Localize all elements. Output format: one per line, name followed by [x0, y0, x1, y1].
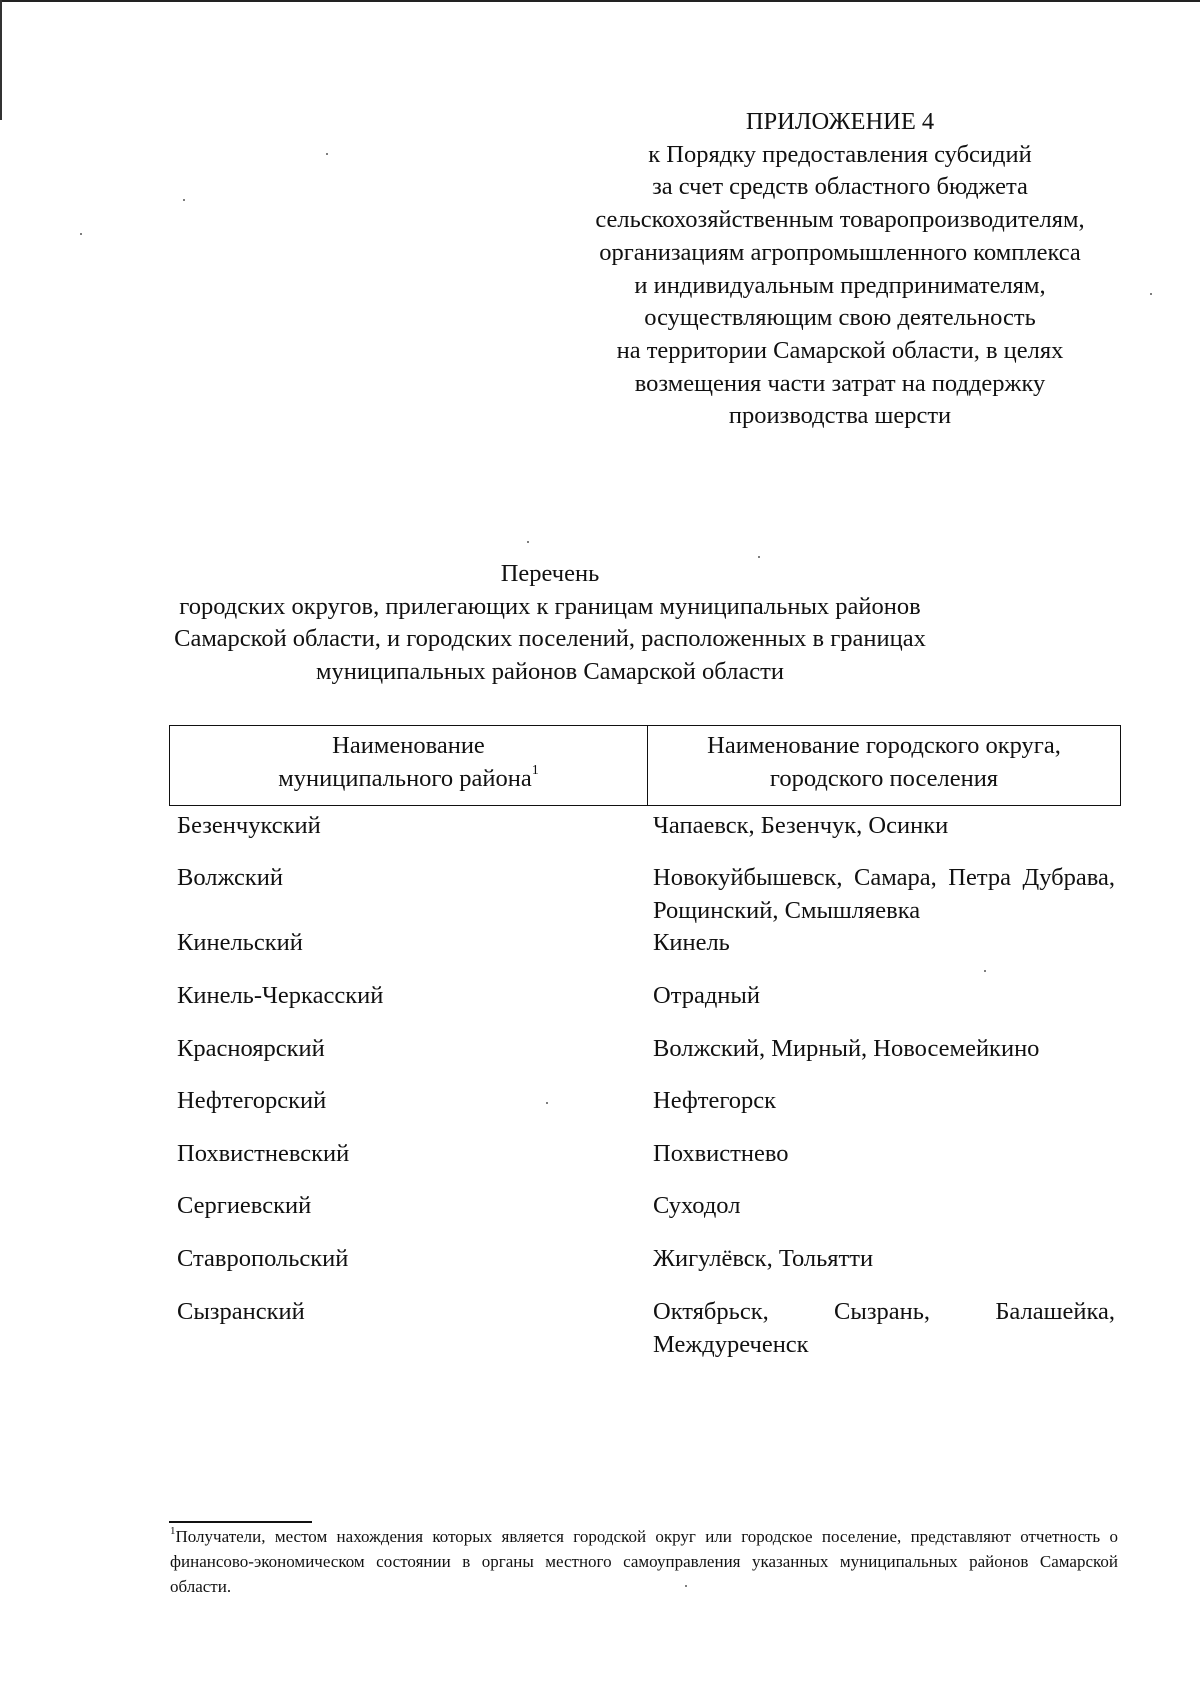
city-cell: Нефтегорск: [653, 1087, 777, 1114]
district-cell: Безенчукский: [177, 812, 321, 839]
title-line: Самарской области, и городских поселений, расположенных в границах: [174, 625, 926, 652]
footnote: [170, 1524, 1118, 1599]
district-cell: Кинель-Черкасский: [177, 982, 384, 1009]
appendix-line: организациям агропромышленного комплекса: [599, 238, 1081, 266]
document-title: [150, 558, 950, 688]
district-cell: Волжский: [177, 864, 283, 891]
footnote-text: Получатели, местом нахождения которых является городской округ или городское поселение, представляют отчетность о финансово-экономическом состоянии в органы местного самоуправления указанных муниципальных районов Самарской области.: [170, 1527, 1118, 1596]
header-city-line: городского поселения: [769, 764, 999, 792]
city-cell: Чапаевск, Безенчук, Осинки: [653, 812, 949, 839]
appendix-line: и индивидуальным предпринимателям,: [634, 271, 1046, 299]
appendix-line: производства шерсти: [728, 402, 952, 430]
header-district-line: [170, 763, 647, 796]
title-line: городских округов, прилегающих к границам муниципальных районов: [179, 592, 921, 620]
appendix-line: на территории Самарской области, в целях: [616, 336, 1064, 364]
city-cell: Октябрьск, Сызрань, Балашейка, Междуреченск: [653, 1298, 1115, 1358]
district-cell: Похвистневский: [177, 1140, 350, 1167]
appendix-line: к Порядку предоставления субсидий: [648, 140, 1032, 168]
table-header: [169, 725, 1121, 806]
district-cell: Сызранский: [177, 1298, 305, 1325]
footnote-separator: [169, 1521, 312, 1523]
header-district-text: муниципального района: [278, 764, 532, 792]
appendix-line: за счет средств областного бюджета: [652, 173, 1028, 201]
scan-speck: [80, 233, 82, 235]
appendix-line: ПРИЛОЖЕНИЕ 4: [745, 108, 935, 135]
district-cell: Ставропольский: [177, 1245, 349, 1272]
scan-speck: [183, 199, 185, 201]
appendix-header: [540, 106, 1140, 433]
scan-edge-top: [0, 0, 1200, 2]
scan-speck: [326, 153, 328, 155]
scan-speck: [527, 541, 529, 543]
district-cell: Красноярский: [177, 1035, 325, 1062]
header-district-line: Наименование: [332, 732, 485, 759]
appendix-line: сельскохозяйственным товаропроизводителям,: [595, 206, 1085, 234]
city-cell: Волжский, Мирный, Новосемейкино: [653, 1035, 1040, 1062]
scan-speck: [984, 970, 986, 972]
header-district: [170, 726, 648, 805]
header-city: [648, 726, 1120, 805]
city-cell: Жигулёвск, Тольятти: [653, 1245, 874, 1272]
title-line: Перечень: [500, 560, 600, 587]
scan-speck: [546, 1102, 548, 1104]
district-cell: Нефтегорский: [177, 1087, 327, 1114]
header-city-line: Наименование городского округа,: [707, 732, 1061, 759]
appendix-line: возмещения части затрат на поддержку: [634, 369, 1046, 397]
footnote-ref: 1: [531, 763, 539, 779]
title-line: муниципальных районов Самарской области: [316, 657, 784, 685]
scan-edge-left: [0, 0, 2, 120]
city-cell: Отрадный: [653, 982, 760, 1009]
footnote-marker: 1: [170, 1525, 176, 1538]
district-cell: Кинельский: [177, 929, 303, 956]
city-cell: Кинель: [653, 929, 730, 956]
city-cell: Новокуйбышевск, Самара, Петра Дубрава, Рощинский, Смышляевка: [653, 864, 1115, 924]
city-cell: Похвистнево: [653, 1140, 789, 1167]
district-cell: Сергиевский: [177, 1192, 312, 1219]
city-cell: Суходол: [653, 1192, 741, 1219]
scan-speck: [1150, 293, 1152, 295]
appendix-line: осуществляющим свою деятельность: [644, 304, 1036, 332]
